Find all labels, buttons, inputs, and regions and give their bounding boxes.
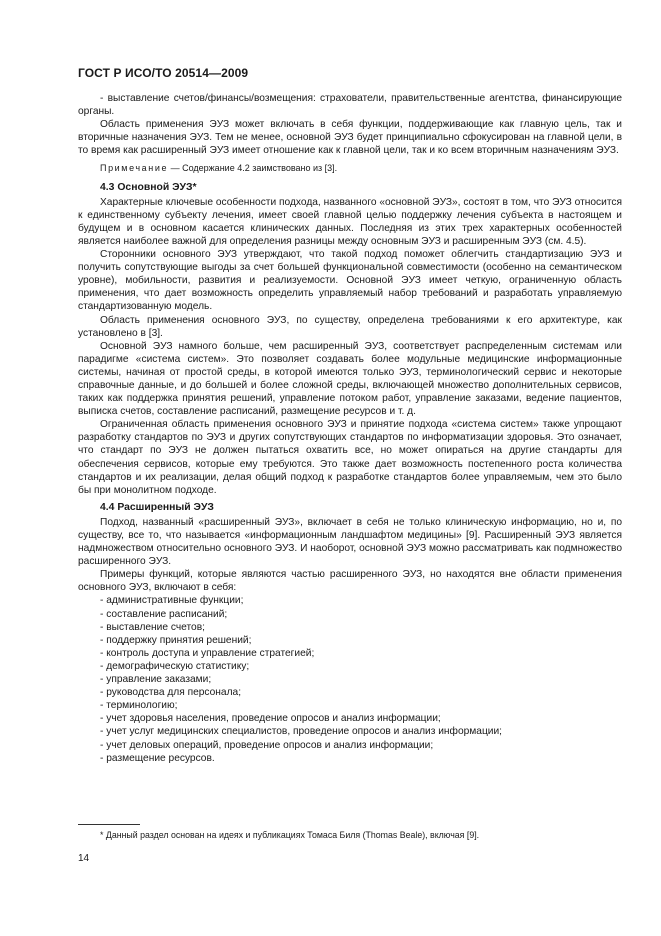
paragraph: Подход, названный «расширенный ЭУЗ», включает в себя не только клиническую информацию, но и, по существу, все то, что называется «информационным ландшафтом медицины» [9]. Расширенный ЭУЗ является надмножеством относительно основного ЭУЗ. И наоборот, основной ЭУЗ можно рассматривать как подмножество расширенного ЭУЗ.	[78, 516, 622, 568]
main-content	[78, 92, 622, 765]
note	[78, 162, 622, 175]
footnote: * Данный раздел основан на идеях и публикациях Томаса Биля (Thomas Beale), включая [9].	[100, 830, 480, 840]
list-item: - административные функции;	[100, 595, 244, 607]
section-heading-4-3: 4.3 Основной ЭУЗ*	[100, 181, 197, 193]
list-item: - руководства для персонала;	[100, 687, 242, 699]
note-text: — Содержание 4.2 заимствовано из [3].	[168, 163, 338, 174]
footnote-divider	[78, 824, 140, 825]
section-heading-4-4: 4.4 Расширенный ЭУЗ	[100, 501, 214, 513]
list-item: - учет деловых операций, проведение опросов и анализ информации;	[100, 739, 434, 751]
list-item: - учет здоровья населения, проведение опросов и анализ информации;	[100, 713, 441, 725]
list-item: - выставление счетов;	[100, 621, 205, 633]
functions-list	[78, 594, 622, 764]
list-item: - поддержку принятия решений;	[100, 634, 252, 646]
paragraph: Область применения ЭУЗ может включать в себя функции, поддерживающие как главную цель, так и вторичные назначения ЭУЗ. Тем не менее, основной ЭУЗ будет принципиально сфокусирован на главной цели, в то время как расширенный ЭУЗ имеет отношение как к главной цели, так и ко всем вторичным назначениям ЭУЗ.	[78, 119, 622, 157]
paragraph: Сторонники основного ЭУЗ утверждают, что такой подход поможет облегчить стандартизацию ЭУЗ и получить сопутствующие выгоды за счет большей функциональной совместимости (особенно на семантическом уровне), мобильности, развития и реализуемости. Основной ЭУЗ имеет четкую, ограниченную область применения, что дает возможность определить управляемый набор требований и разработать управляемую стандартизованную модель.	[78, 249, 622, 313]
list-item: - контроль доступа и управление стратегией;	[100, 647, 315, 659]
paragraph: Область применения основного ЭУЗ, по существу, определена требованиями к его архитектуре, как установлено в [3].	[78, 314, 622, 339]
paragraph: Характерные ключевые особенности подхода, названного «основной ЭУЗ», состоят в том, что ЭУЗ относится к единственному субъекту лечения, имеет своей главной целью поддержку лечения субъекта в настоящем и будущем и в основном касается клинических данных. Последняя из этих трех характерных особенностей является наиболее важной для определения разницы между основным ЭУЗ и расширенным ЭУЗ (см. 4.5).	[78, 196, 622, 247]
paragraph: Примеры функций, которые являются частью расширенного ЭУЗ, но находятся вне области применения основного ЭУЗ, включают в себя:	[78, 569, 622, 594]
list-item: - демографическую статистику;	[100, 660, 250, 672]
paragraph: - выставление счетов/финансы/возмещения: страхователи, правительственные агентства, финансирующие органы.	[78, 93, 622, 118]
page-number: 14	[78, 853, 90, 864]
list-item: - составление расписаний;	[100, 608, 228, 620]
list-item: - терминологию;	[100, 700, 178, 712]
document-header: ГОСТ Р ИСО/ТО 20514—2009	[78, 66, 249, 80]
paragraph: Ограниченная область применения основного ЭУЗ и принятие подхода «система систем» также упрощают разработку стандартов по ЭУЗ и других сопутствующих стандартов по информатизации здоровья. Это означает, что стандарт по ЭУЗ не должен пытаться охватить все, но может опираться на другие стандарты для обеспечения сервисов, которые ему требуются. Это также дает возможность постепенного роста количества стандартов и их реализации, делая общий подход к разработке стандартов более управляемым, чем это было бы при монолитном подходе.	[78, 419, 622, 496]
note-label: Примечание	[100, 163, 169, 174]
list-item: - размещение ресурсов.	[100, 752, 215, 764]
list-item: - управление заказами;	[100, 674, 212, 686]
list-item: - учет услуг медицинских специалистов, проведение опросов и анализ информации;	[100, 726, 502, 738]
paragraph: Основной ЭУЗ намного больше, чем расширенный ЭУЗ, соответствует распределенным системам или парадигме «система систем». Это позволяет создавать более модульные медицинские информационные системы, начиная от простой среды, в которой имеются только ЭУЗ, терминологический сервис и некоторые справочные данные, и до большей и более сложной среды, включающей множество дополнительных сервисов, таких как поддержка принятия решений, управление потоком работ, управление заказами, ведение пациентов, выписка счетов, составление расписаний, размещение ресурсов и т. д.	[78, 340, 622, 418]
